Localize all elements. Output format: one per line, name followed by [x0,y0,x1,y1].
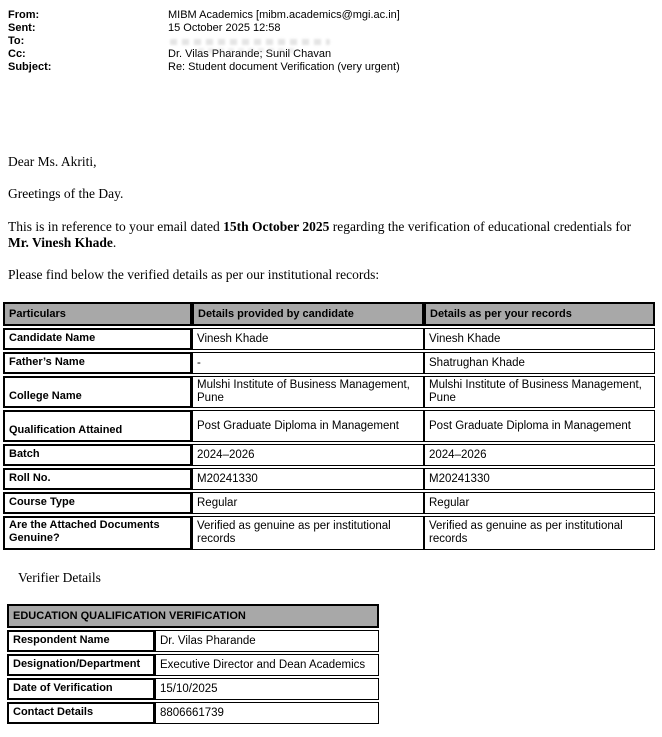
cc-value: Dr. Vilas Pharande; Sunil Chavan [168,48,332,60]
header-field-sent [8,22,662,35]
sent-value: 15 October 2025 12:58 [168,22,281,34]
table-row-documents-genuine [3,516,655,550]
col-header-candidate-details: Details provided by candidate [192,302,424,326]
from-label: From: [8,9,40,21]
ref-text-3: . [112,235,117,250]
row-label: Designation/Department [7,654,155,676]
intro-paragraph: Please find below the verified details as per our institutional records: [8,267,380,282]
col-header-record-details: Details as per your records [424,302,655,326]
email-header [0,0,662,74]
subject-label: Subject: [8,61,52,73]
header-field-subject [8,61,662,74]
row-label: College Name [3,376,192,408]
candidate-cell: Regular [192,492,424,514]
header-field-cc [8,48,662,61]
candidate-cell: Post Graduate Diploma in Management [192,410,424,442]
ref-date-bold: 15th October 2025 [223,219,330,234]
header-field-to [8,35,662,48]
row-value: 8806661739 [155,702,379,724]
col-header-particulars: Particulars [3,302,192,326]
row-label: Are the Attached Documents Genuine? [3,516,192,550]
records-cell: M20241330 [424,468,655,490]
records-cell: Verified as genuine as per institutional records [424,516,655,550]
ref-candidate-bold: Mr. Vinesh Khade [8,235,113,250]
row-label: Respondent Name [7,630,155,652]
header-field-from [8,9,662,22]
greeting-line: Greetings of the Day. [8,186,124,201]
table-row-college-name [3,376,655,408]
verifier-table [7,602,379,726]
email-body [0,154,662,283]
to-label: To: [8,35,25,47]
verification-table [3,300,655,552]
records-cell: 2024–2026 [424,444,655,466]
verifier-table-header-row [7,604,379,628]
verification-table-header-row [3,302,655,326]
table-row-fathers-name [3,352,655,374]
subject-value: Re: Student document Verification (very urgent) [168,61,400,73]
row-value: Executive Director and Dean Academics [155,654,379,676]
row-label: Date of Verification [7,678,155,700]
row-label: Contact Details [7,702,155,724]
reference-paragraph [8,219,648,251]
salutation: Dear Ms. Akriti, [8,154,97,169]
row-label: Batch [3,444,192,466]
records-cell: Vinesh Khade [424,328,655,350]
row-value: Dr. Vilas Pharande [155,630,379,652]
verifier-details-title: Verifier Details [18,570,101,585]
table-row-verification-date [7,678,379,700]
row-label: Candidate Name [3,328,192,350]
records-cell: Mulshi Institute of Business Management, Pune [424,376,655,408]
sent-label: Sent: [8,22,36,34]
table-row-qualification [3,410,655,442]
redaction-smudge [170,39,330,45]
table-row-designation [7,654,379,676]
table-row-contact-details [7,702,379,724]
table-row-course-type [3,492,655,514]
row-value: 15/10/2025 [155,678,379,700]
table-row-candidate-name [3,328,655,350]
candidate-cell: 2024–2026 [192,444,424,466]
verifier-table-title: EDUCATION QUALIFICATION VERIFICATION [7,604,379,628]
ref-text-1: This is in reference to your email dated [8,219,224,234]
records-cell: Post Graduate Diploma in Management [424,410,655,442]
row-label: Qualification Attained [3,410,192,442]
cc-label: Cc: [8,48,26,60]
table-row-roll-no [3,468,655,490]
row-label: Roll No. [3,468,192,490]
ref-text-2: regarding the verification of educational credentials for [329,219,632,234]
row-label: Father’s Name [3,352,192,374]
from-value: MIBM Academics [mibm.academics@mgi.ac.in] [168,9,400,21]
candidate-cell: M20241330 [192,468,424,490]
redaction-smudge [198,48,298,53]
candidate-cell: Vinesh Khade [192,328,424,350]
redacted-to-value [168,35,428,48]
candidate-cell: Verified as genuine as per institutional records [192,516,424,550]
table-row-batch [3,444,655,466]
candidate-cell: - [192,352,424,374]
table-row-respondent-name [7,630,379,652]
candidate-cell: Mulshi Institute of Business Management, Pune [192,376,424,408]
records-cell: Shatrughan Khade [424,352,655,374]
records-cell: Regular [424,492,655,514]
row-label: Course Type [3,492,192,514]
